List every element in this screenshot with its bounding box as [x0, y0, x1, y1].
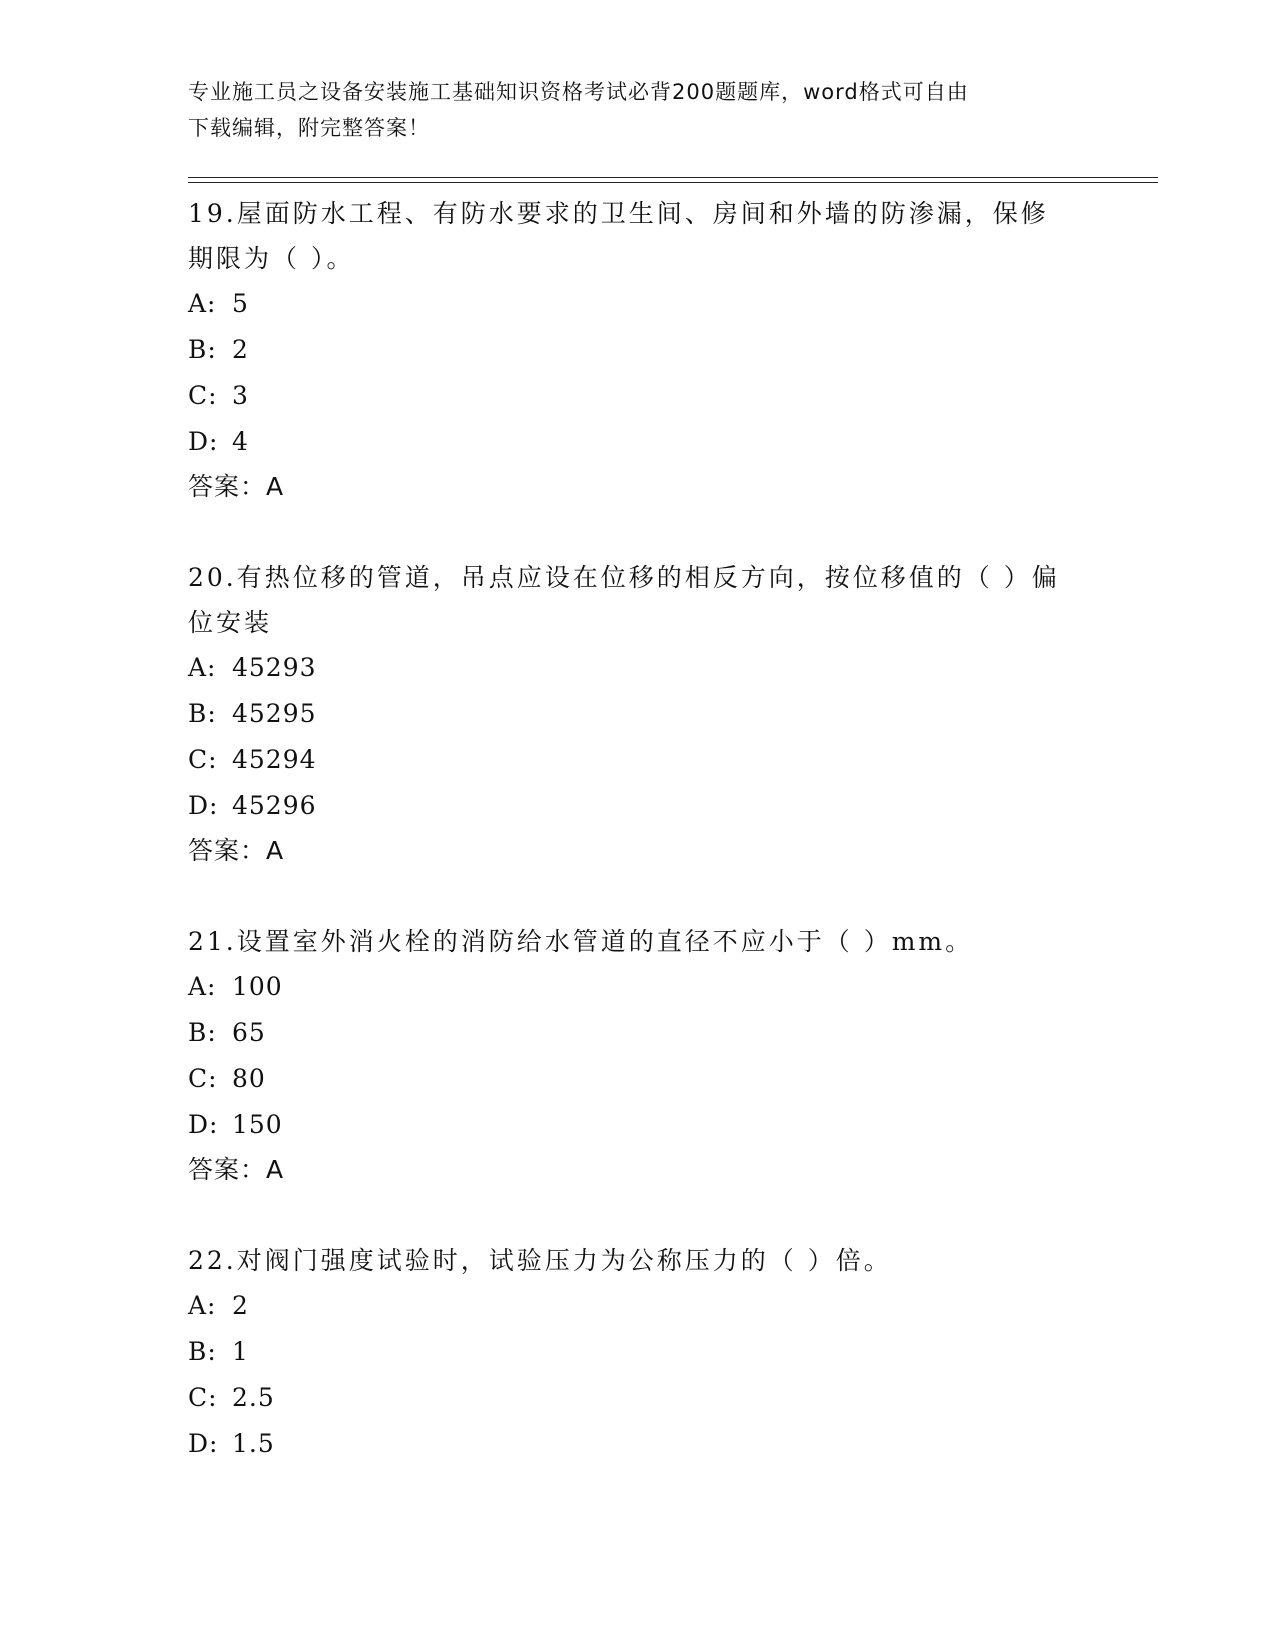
- option-text: 45293: [232, 653, 317, 682]
- question-20: [188, 555, 1088, 873]
- option-letter: C:: [188, 1064, 218, 1093]
- answer-line: [188, 465, 1088, 509]
- option-letter: D:: [188, 1429, 219, 1458]
- option-letter: B:: [188, 335, 217, 364]
- option-text: 5: [232, 289, 249, 318]
- option-letter: D:: [188, 427, 219, 456]
- option-c: [188, 1375, 1088, 1421]
- question-stem: 21.设置室外消火栓的消防给水管道的直径不应小于（ ）mm。: [188, 927, 974, 956]
- option-d: [188, 783, 1088, 829]
- question-list: [188, 191, 1088, 1467]
- option-letter: A:: [188, 972, 217, 1001]
- option-letter: C:: [188, 1383, 218, 1412]
- option-letter: B:: [188, 699, 217, 728]
- option-a: [188, 645, 1088, 691]
- option-text: 80: [232, 1064, 266, 1093]
- option-text: 45295: [232, 699, 317, 728]
- option-c: [188, 373, 1088, 419]
- option-a: [188, 964, 1088, 1010]
- question-22: [188, 1238, 1088, 1467]
- option-text: 2: [232, 1291, 249, 1320]
- option-text: 2.5: [232, 1383, 275, 1412]
- option-letter: D:: [188, 1110, 219, 1139]
- option-text: 1.5: [232, 1429, 275, 1458]
- answer-label: 答案：: [188, 472, 267, 501]
- option-b: [188, 1329, 1088, 1375]
- option-letter: A:: [188, 289, 217, 318]
- option-a: [188, 281, 1088, 327]
- answer-label: 答案：: [188, 836, 267, 865]
- answer-value: A: [266, 1155, 285, 1184]
- question-21: [188, 919, 1088, 1192]
- option-text: 100: [232, 972, 283, 1001]
- answer-line: [188, 1148, 1088, 1192]
- option-letter: C:: [188, 381, 218, 410]
- answer-line: [188, 829, 1088, 873]
- option-c: [188, 1056, 1088, 1102]
- option-letter: B:: [188, 1018, 217, 1047]
- document-header: [188, 74, 1088, 146]
- question-stem: 22.对阀门强度试验时，试验压力为公称压力的（ ）倍。: [188, 1246, 892, 1275]
- option-text: 150: [232, 1110, 283, 1139]
- option-letter: D:: [188, 791, 219, 820]
- question-19: [188, 191, 1088, 509]
- header-divider-top: [188, 177, 1158, 178]
- header-title-line-1: 专业施工员之设备安装施工基础知识资格考试必背200题题库，word格式可自由: [188, 80, 969, 104]
- option-b: [188, 1010, 1088, 1056]
- option-letter: B:: [188, 1337, 217, 1366]
- option-d: [188, 1421, 1088, 1467]
- option-text: 65: [232, 1018, 266, 1047]
- header-title-line-2: 下载编辑，附完整答案！: [188, 116, 430, 140]
- option-letter: A:: [188, 1291, 217, 1320]
- answer-value: A: [266, 472, 285, 501]
- answer-value: A: [266, 836, 285, 865]
- header-divider-bottom: [188, 182, 1158, 183]
- answer-label: 答案：: [188, 1155, 267, 1184]
- option-text: 3: [232, 381, 249, 410]
- option-letter: C:: [188, 745, 218, 774]
- option-text: 2: [232, 335, 249, 364]
- option-a: [188, 1283, 1088, 1329]
- option-text: 4: [232, 427, 249, 456]
- question-stem: 20.有热位移的管道，吊点应设在位移的相反方向，按位移值的（ ）偏位安装: [188, 563, 1060, 637]
- option-c: [188, 737, 1088, 783]
- option-d: [188, 419, 1088, 465]
- question-stem: 19.屋面防水工程、有防水要求的卫生间、房间和外墙的防渗漏，保修期限为（ ）。: [188, 199, 1049, 273]
- option-text: 1: [232, 1337, 249, 1366]
- option-letter: A:: [188, 653, 217, 682]
- option-text: 45294: [232, 745, 317, 774]
- option-d: [188, 1102, 1088, 1148]
- option-b: [188, 327, 1088, 373]
- option-text: 45296: [232, 791, 317, 820]
- option-b: [188, 691, 1088, 737]
